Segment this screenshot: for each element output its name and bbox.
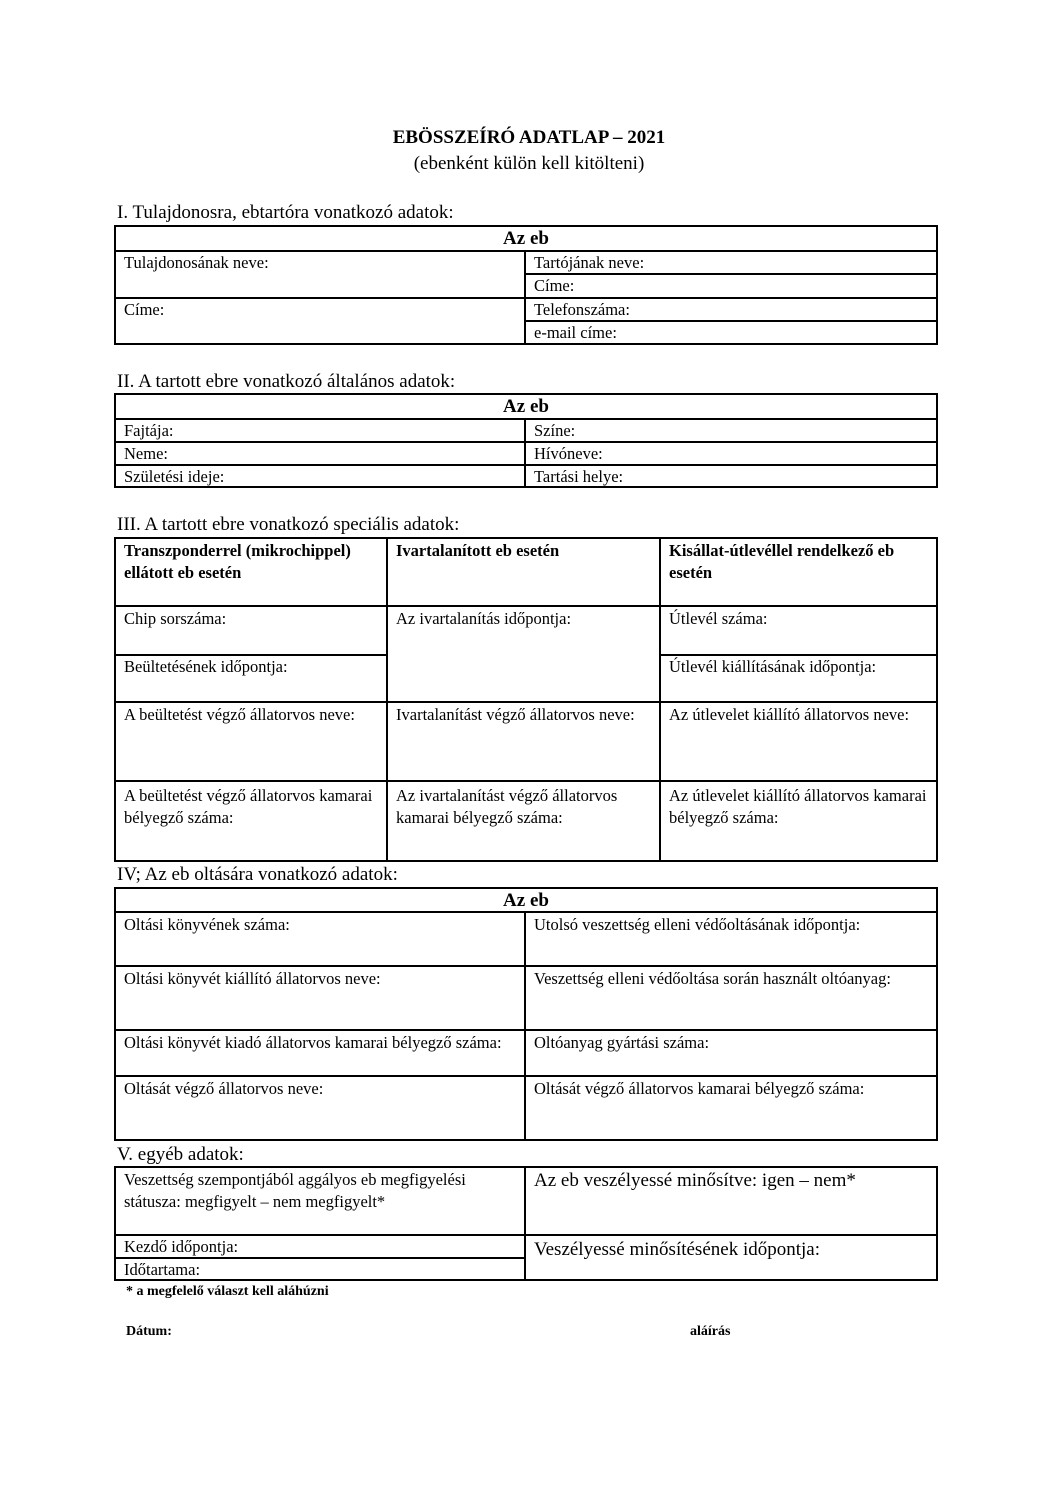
section5-table — [114, 1166, 938, 1281]
observation-duration-field[interactable]: Időtartama: — [124, 1260, 201, 1279]
color-field[interactable]: Színe: — [534, 421, 576, 440]
keeper-phone-field[interactable]: Telefonszáma: — [534, 300, 630, 319]
keeper-email-field[interactable]: e-mail címe: — [534, 323, 617, 342]
sex-field[interactable]: Neme: — [124, 444, 168, 463]
section2-table-header: Az eb — [503, 396, 549, 417]
observation-start-date-field[interactable]: Kezdő időpontja: — [124, 1237, 239, 1256]
footnote: * a megfelelő választ kell aláhúzni — [126, 1284, 329, 1299]
book-issuing-vet-stamp-field[interactable]: Oltási könyvét kiadó állatorvos kamarai bélyegző száma: — [124, 1033, 502, 1052]
document-subtitle: (ebenként külön kell kitölteni) — [413, 153, 645, 174]
chip-implant-date-field[interactable]: Beültetésének időpontja: — [124, 657, 288, 676]
signature-label: aláírás — [690, 1324, 731, 1339]
section1-table-header: Az eb — [503, 228, 549, 249]
vaccinating-vet-name-field[interactable]: Oltását végző állatorvos neve: — [124, 1079, 324, 1098]
keeper-name-field[interactable]: Tartójának neve: — [534, 253, 645, 272]
book-issuing-vet-name-field[interactable]: Oltási könyvét kiállító állatorvos neve: — [124, 969, 381, 988]
rabies-vaccine-used-field[interactable]: Veszettség elleni védőoltása során használt oltóanyag: — [534, 969, 891, 988]
keeping-place-field[interactable]: Tartási helye: — [534, 467, 624, 486]
neuter-vet-stamp-field[interactable]: Az ivartalanítást végző állatorvos kamarai bélyegző száma: — [396, 786, 618, 827]
chip-vet-stamp-field[interactable]: A beültetést végző állatorvos kamarai bélyegző száma: — [124, 786, 373, 827]
breed-field[interactable]: Fajtája: — [124, 421, 174, 440]
section4-table-header: Az eb — [503, 890, 549, 911]
owner-address-field[interactable]: Címe: — [124, 300, 165, 319]
call-name-field[interactable]: Hívóneve: — [534, 444, 603, 463]
section1-heading: I. Tulajdonosra, ebtartóra vonatkozó adatok: — [117, 202, 454, 223]
passport-issue-date-field[interactable]: Útlevél kiállításának időpontja: — [669, 657, 877, 676]
chip-vet-name-field[interactable]: A beültetést végző állatorvos neve: — [124, 705, 355, 724]
rabies-observation-status-field[interactable]: Veszettség szempontjából aggályos eb megfigyelési státusza: megfigyelt – nem megfigyelt* — [124, 1170, 466, 1211]
section1-table — [114, 225, 938, 345]
vaccinating-vet-stamp-field[interactable]: Oltását végző állatorvos kamarai bélyegző száma: — [534, 1079, 865, 1098]
passport-number-field[interactable]: Útlevél száma: — [669, 609, 768, 628]
owner-name-field[interactable]: Tulajdonosának neve: — [124, 253, 269, 272]
section4-table — [114, 887, 938, 1141]
date-label: Dátum: — [126, 1324, 172, 1339]
dangerous-classification-date-field[interactable]: Veszélyessé minősítésének időpontja: — [534, 1239, 820, 1260]
chip-column-header: Transzponderrel (mikrochippel) ellátott eb esetén — [124, 541, 351, 582]
neuter-date-field[interactable]: Az ivartalanítás időpontja: — [396, 609, 572, 628]
section2-heading: II. A tartott ebre vonatkozó általános adatok: — [117, 371, 456, 392]
neutered-column-header: Ivartalanított eb esetén — [396, 541, 560, 560]
keeper-address-field[interactable]: Címe: — [534, 276, 575, 295]
passport-vet-name-field[interactable]: Az útlevelet kiállító állatorvos neve: — [669, 705, 910, 724]
neuter-vet-name-field[interactable]: Ivartalanítást végző állatorvos neve: — [396, 705, 635, 724]
vaccine-batch-number-field[interactable]: Oltóanyag gyártási száma: — [534, 1033, 710, 1052]
section4-heading: IV; Az eb oltására vonatkozó adatok: — [117, 864, 398, 885]
document-title: EBÖSSZEÍRÓ ADATLAP – 2021 — [392, 127, 666, 148]
section5-heading: V. egyéb adatok: — [117, 1144, 244, 1165]
birth-date-field[interactable]: Születési ideje: — [124, 467, 225, 486]
vaccination-book-number-field[interactable]: Oltási könyvének száma: — [124, 915, 290, 934]
passport-column-header: Kisállat-útlevéllel rendelkező eb esetén — [669, 541, 895, 582]
section2-table — [114, 393, 938, 488]
section3-heading: III. A tartott ebre vonatkozó speciális adatok: — [117, 514, 460, 535]
dangerous-classification-field[interactable]: Az eb veszélyessé minősítve: igen – nem* — [534, 1170, 856, 1191]
passport-vet-stamp-field[interactable]: Az útlevelet kiállító állatorvos kamarai bélyegző száma: — [669, 786, 927, 827]
last-rabies-vaccination-date-field[interactable]: Utolsó veszettség elleni védőoltásának időpontja: — [534, 915, 861, 934]
section3-table — [114, 537, 938, 862]
chip-number-field[interactable]: Chip sorszáma: — [124, 609, 227, 628]
